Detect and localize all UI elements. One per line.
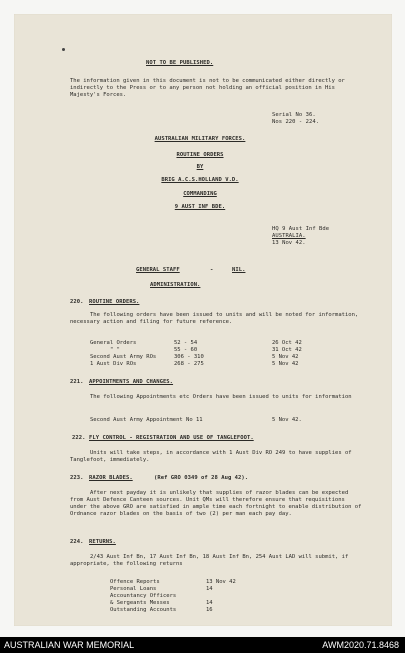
item-title: RETURNS. [89, 539, 116, 545]
caption-bar [0, 637, 405, 653]
row-date: 31 Oct 42 [272, 347, 302, 353]
row-label: 1 Aust Div ROs [90, 361, 137, 367]
return-label: Outstanding Accounts [110, 607, 177, 613]
return-value: 16 [206, 607, 213, 613]
title-line: 9 AUST INF BDE. [174, 204, 226, 210]
row-range: 268 - 275 [174, 361, 204, 367]
row-range: 52 - 54 [174, 340, 198, 346]
hq-line: 13 Nov 42. [272, 240, 306, 246]
title-line: ROUTINE ORDERS [176, 152, 224, 158]
item-text: The following orders have been issued to units and will be noted for information, necessary action and filing for future reference. [70, 312, 359, 325]
return-label: Offence Reports [110, 579, 160, 585]
item-title: APPOINTMENTS AND CHANGES. [89, 379, 174, 385]
row-date: 5 Nov 42 [272, 361, 299, 367]
return-label: Accountancy Officers [110, 593, 177, 599]
hq-line: HQ 9 Aust Inf Bde [272, 226, 330, 232]
item-text: Units will take steps, in accordance with 1 Aust Div RO 249 to have supplies of Tanglefoot, immediately. [70, 450, 352, 463]
title-line: AUSTRALIAN MILITARY FORCES. [154, 136, 246, 142]
punch-hole-mark [62, 48, 65, 51]
item-text: After next payday it is unlikely that supplies of razor blades can be expected from Aust Defence Canteen sources. Unit QMs will therefore ensure that requisitions under the above GRO are satisfied in ample time each fortnight to enable distribution of Ordnance razor blades on the basis of two (2) per man each pay day. [70, 490, 362, 517]
row-label: " " [110, 347, 120, 353]
row-label: Second Aust Army ROs [90, 354, 157, 360]
intro-paragraph: The information given in this document is not to be communicated either directly or indirectly to the Press or to any person not holding an official position in His Majesty's Forces. [70, 78, 345, 98]
item-title: FLY CONTROL - REGISTRATION AND USE OF TANGLEFOOT. [89, 435, 254, 441]
return-value: 13 Nov 42 [206, 579, 236, 585]
document-page [14, 14, 392, 626]
return-value: 14 [206, 600, 213, 606]
general-staff-dash: - [210, 267, 214, 273]
item-number: 224. [70, 539, 84, 545]
row-label: Second Aust Army Appointment No 11 [90, 417, 203, 423]
title-line: COMMANDING [183, 191, 217, 197]
row-label: General Orders [90, 340, 137, 346]
row-range: 306 - 310 [174, 354, 204, 360]
general-staff-heading: GENERAL STAFF [136, 267, 180, 273]
order-numbers: Nos 220 - 224. [272, 119, 320, 125]
caption-institution: AUSTRALIAN WAR MEMORIAL [4, 640, 135, 650]
general-staff-nil: NIL. [232, 267, 246, 273]
title-line: BRIG A.C.S.HOLLAND V.D. [161, 177, 239, 183]
caption-accession-number: AWM2020.71.8468 [322, 640, 399, 650]
return-value: 14 [206, 586, 213, 592]
item-number: 220. [70, 299, 84, 305]
row-range: 55 - 60 [174, 347, 198, 353]
item-reference: (Ref GRO 0349 of 28 Aug 42). [154, 475, 249, 481]
item-text: 2/43 Aust Inf Bn, 17 Aust Inf Bn, 18 Aust Inf Bn, 254 Aust LAD will submit, if appropriate, the following returns [70, 554, 349, 567]
return-label: & Sergeants Messes [110, 600, 170, 606]
item-title: ROUTINE ORDERS. [89, 299, 140, 305]
item-number: 222. [72, 435, 86, 441]
row-date: 5 Nov 42 [272, 354, 299, 360]
row-date: 26 Oct 42 [272, 340, 302, 346]
item-title: RAZOR BLADES. [89, 475, 133, 481]
serial-number: Serial No 36. [272, 112, 316, 118]
hq-line: AUSTRALIA. [272, 233, 306, 239]
item-number: 221. [70, 379, 84, 385]
item-number: 223. [70, 475, 84, 481]
title-line: BY [196, 164, 204, 170]
return-label: Personal Loans [110, 586, 157, 592]
administration-heading: ADMINISTRATION. [150, 282, 201, 288]
item-text: The following Appointments etc Orders have been issued to units for information [90, 394, 352, 400]
document-heading: NOT TO BE PUBLISHED. [146, 60, 214, 66]
row-date: 5 Nov 42. [272, 417, 302, 423]
